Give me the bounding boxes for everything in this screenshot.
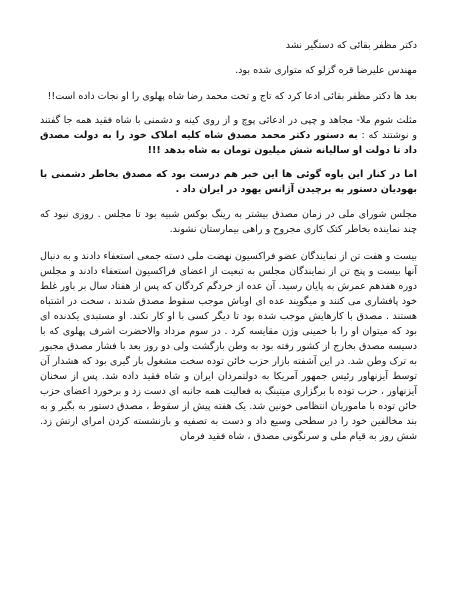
paragraph-gharagozlou-fled: مهندس علیرضا قره گزلو که متواری شده بود. [235, 65, 417, 76]
accusation-bold-claim: به دستور دکتر محمد مصدق شاه کلیه املاک خود را به دولت مصدق داد تا دولت او سالیانه شش میلیون تومان به شاه بدهد !!! [40, 130, 417, 156]
paragraph-baghaei-not-arrested: دکتر مظفر بقائی که دستگیر نشد [285, 40, 417, 51]
paragraph-resignations: بیست و هفت تن از نمایندگان عضو فراکسیون نهضت ملی دسته جمعی استعفاء دادند و به دنبال آنها بیست و پنج تن از نمایندگان مجلس به تبعیت از اعضای فراکسیون استعفاء دادند و مجلس دوره هفدهم عمرش به پایان رسید. آن عده از خردگم کردگان که پس از هفتاد سال بر باور غلط خود پافشاری می کنند و میگویند عده ای اوباش موجب سقوط مصدق شدند ، سخت در اشتباه هستند . مصدق با کارهایش موجب شده بود تا دیگر کسی با او کار نکند. او مستبدی یکدنده ای بود که میتوان او را با خمینی وژن مقایسه کرد . در سوم مرداد والاحضرت اشرف پهلوی که با دسیسه مصدق بخارج از کشور رفته بود به وطن بازگشت ولی دو روز بعد با فشار مصدق مجبور به ترک وطن شد. در این آشفته بازار حزب خائن توده سخت مشغول بار گیری بود که هشدار آن توسط آیزنهاور رئیس جمهور آمریکا به دولتمردان ایران و شاه فقید داده شد. پس از سخنان آیزنهاور ، حزب توده با برگزاری میتینگ به فعالیت همه جانبه ای دست زد و برخورد اعضای حزب خائن توده با ماموریان انتظامی خونین شد. یک هفته پیش از سقوط ، مصدق دستور به بگیر و به بند مخالفین خود را در سطحی وسیع داد و دست به تصفیه و بازنشسته کردن امرای ارتش زد. شش روز به قیام ملی و سرنگونی مصدق ، شاه فقید فرمان [40, 251, 417, 442]
document-body [40, 38, 417, 444]
paragraph-majlis: مجلس شورای ملی در زمان مصدق بیشتر به رینگ بوکس شبیه بود تا مجلس . روزی نبود که چند نماینده بخاطر کتک کاری مجروح و راهی بیمارستان نشوند. [40, 209, 417, 235]
paragraph-jewish-agency: اما در کنار این یاوه گوئی ها این خبر هم درست بود که مصدق بخاطر دشمنی با بهودیان دستور به برچیدن آژانس یهود در ایران داد . [40, 169, 417, 195]
accusation-intro: مثلث شوم ملا- مجاهد و چپی در ادعائی پوچ و از روی کینه و دشمنی با شاه فقید همه جا گفتند و نوشتند که : [40, 115, 417, 141]
paragraph-baghaei-claim: بعد ها دکتر مظفر بقائی ادعا کرد که تاج و تخت محمد رضا شاه پهلوی را او نجات داده است!! [47, 91, 417, 102]
paragraph-accusation [40, 113, 417, 158]
